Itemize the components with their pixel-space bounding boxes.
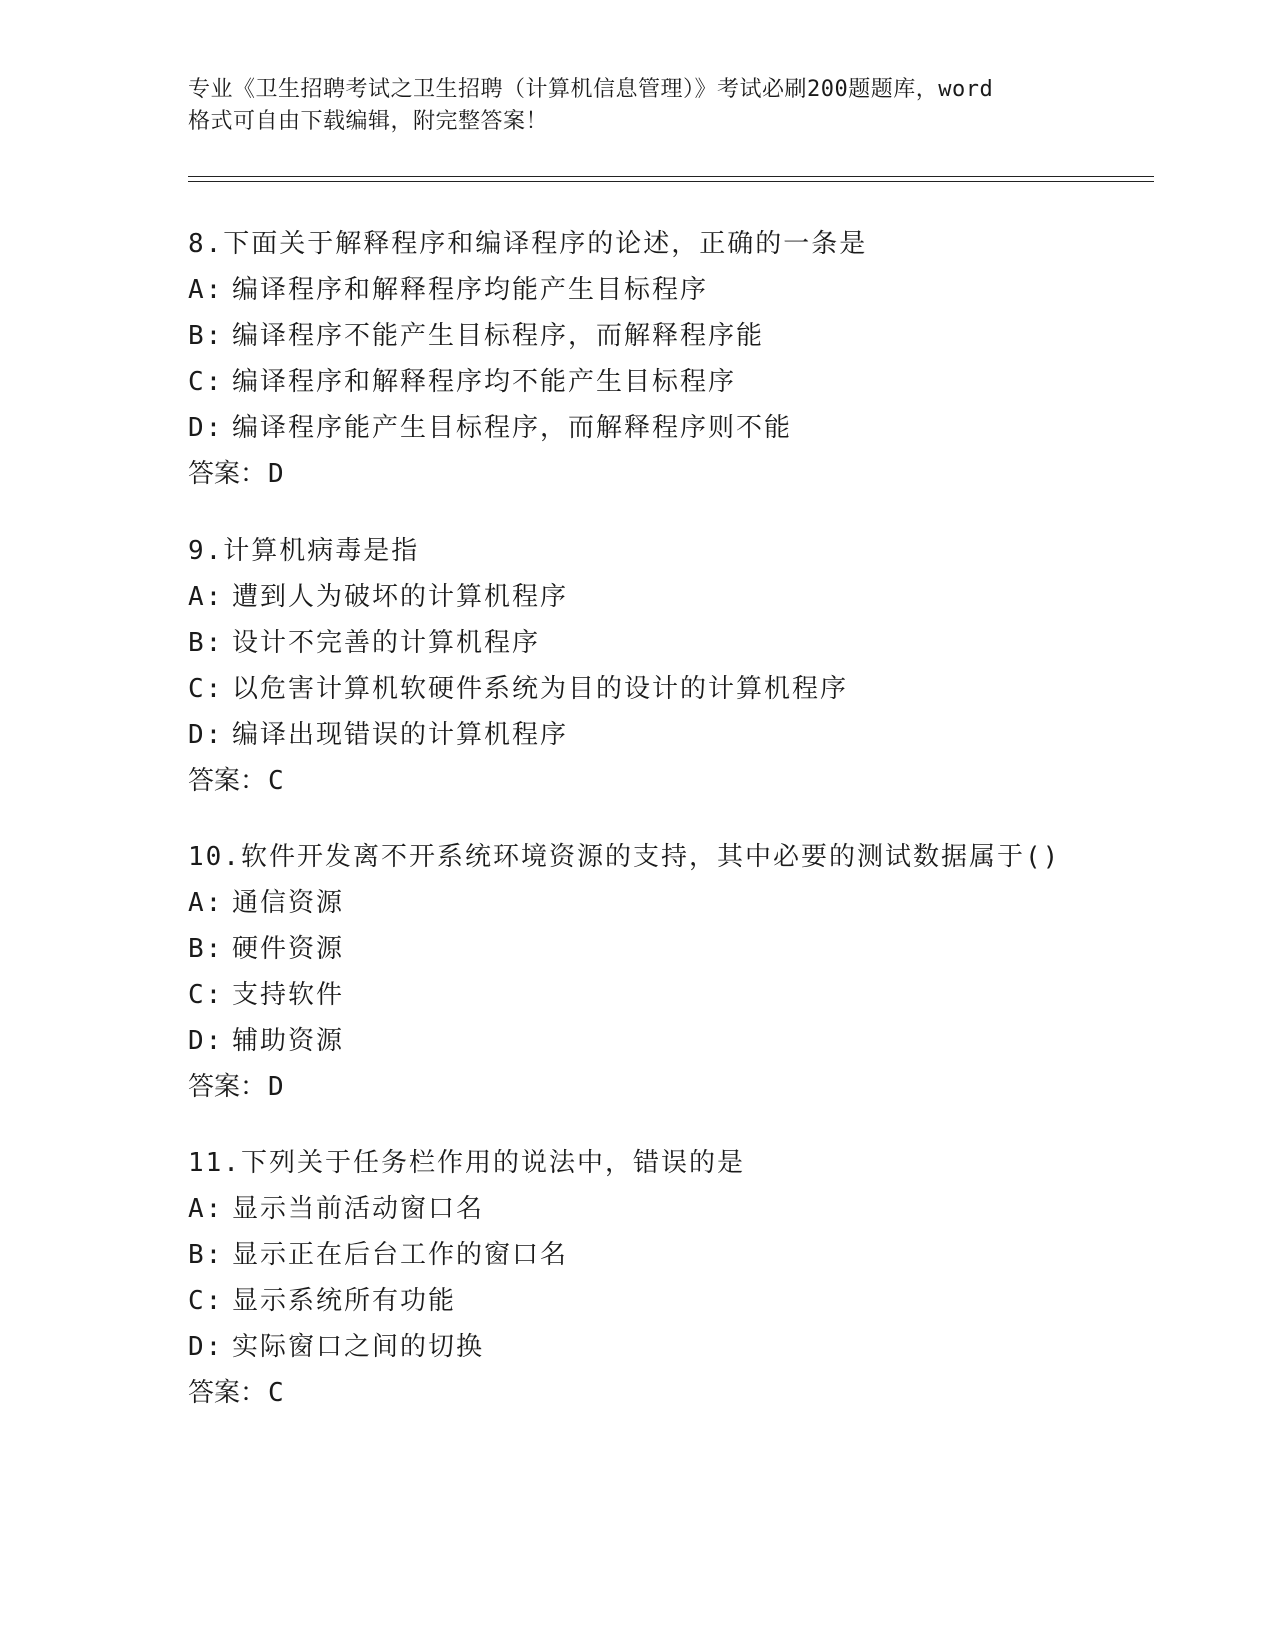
option-key: B: — [188, 1240, 224, 1270]
option-a — [188, 1186, 1188, 1232]
answer-value: D — [268, 459, 284, 489]
option-text: 编译程序和解释程序均不能产生目标程序 — [232, 367, 737, 397]
option-key: C: — [188, 980, 224, 1010]
option-text: 以危害计算机软硬件系统为目的设计的计算机程序 — [232, 674, 849, 704]
answer-value: C — [268, 1378, 284, 1408]
option-key: D: — [188, 720, 224, 750]
option-key: D: — [188, 1332, 224, 1362]
option-c — [188, 666, 1188, 712]
option-key: A: — [188, 582, 224, 612]
header-line-2: 格式可自由下载编辑，附完整答案！ — [188, 109, 549, 134]
answer-line — [188, 1064, 1188, 1110]
option-key: C: — [188, 367, 224, 397]
header-line-1: 专业《卫生招聘考试之卫生招聘（计算机信息管理）》考试必刷200题题库，word — [188, 77, 994, 102]
option-c — [188, 972, 1188, 1018]
option-d — [188, 405, 1188, 451]
option-a — [188, 574, 1188, 620]
question-block — [188, 528, 1188, 804]
option-key: C: — [188, 1286, 224, 1316]
option-text: 实际窗口之间的切换 — [232, 1332, 485, 1362]
header-divider-top — [188, 176, 1154, 177]
option-key: B: — [188, 934, 224, 964]
option-b — [188, 313, 1188, 359]
answer-line — [188, 451, 1188, 497]
option-text: 辅助资源 — [232, 1026, 345, 1056]
option-key: A: — [188, 275, 224, 305]
question-stem: 9.计算机病毒是指 — [188, 536, 420, 566]
option-b — [188, 926, 1188, 972]
option-d — [188, 712, 1188, 758]
option-text: 通信资源 — [232, 888, 345, 918]
option-d — [188, 1018, 1188, 1064]
option-text: 编译程序不能产生目标程序，而解释程序能 — [232, 321, 765, 351]
option-text: 编译程序能产生目标程序，而解释程序则不能 — [232, 413, 793, 443]
question-block — [188, 1140, 1188, 1416]
answer-value: C — [268, 766, 284, 796]
option-a — [188, 880, 1188, 926]
answer-label: 答案： — [188, 1072, 267, 1102]
document-header — [188, 74, 1088, 138]
question-stem: 10.软件开发离不开系统环境资源的支持，其中必要的测试数据属于() — [188, 842, 1061, 872]
question-block — [188, 834, 1188, 1110]
option-c — [188, 359, 1188, 405]
answer-label: 答案： — [188, 1378, 267, 1408]
option-text: 显示正在后台工作的窗口名 — [232, 1240, 569, 1270]
option-key: A: — [188, 1194, 224, 1224]
option-text: 编译出现错误的计算机程序 — [232, 720, 569, 750]
option-text: 硬件资源 — [232, 934, 345, 964]
option-key: B: — [188, 321, 224, 351]
option-text: 显示系统所有功能 — [232, 1286, 457, 1316]
option-b — [188, 620, 1188, 666]
option-d — [188, 1324, 1188, 1370]
option-text: 支持软件 — [232, 980, 345, 1010]
option-key: B: — [188, 628, 224, 658]
question-stem: 11.下列关于任务栏作用的说法中，错误的是 — [188, 1148, 745, 1178]
option-a — [188, 267, 1188, 313]
option-b — [188, 1232, 1188, 1278]
answer-line — [188, 1370, 1188, 1416]
question-block — [188, 221, 1188, 497]
answer-value: D — [268, 1072, 284, 1102]
option-key: D: — [188, 413, 224, 443]
header-divider-bottom — [188, 181, 1154, 182]
answer-line — [188, 758, 1188, 804]
answer-label: 答案： — [188, 459, 267, 489]
option-key: C: — [188, 674, 224, 704]
option-key: D: — [188, 1026, 224, 1056]
answer-label: 答案： — [188, 766, 267, 796]
option-c — [188, 1278, 1188, 1324]
question-stem: 8.下面关于解释程序和编译程序的论述，正确的一条是 — [188, 229, 868, 259]
option-text: 设计不完善的计算机程序 — [232, 628, 541, 658]
option-text: 遭到人为破坏的计算机程序 — [232, 582, 569, 612]
option-key: A: — [188, 888, 224, 918]
option-text: 编译程序和解释程序均能产生目标程序 — [232, 275, 709, 305]
option-text: 显示当前活动窗口名 — [232, 1194, 485, 1224]
